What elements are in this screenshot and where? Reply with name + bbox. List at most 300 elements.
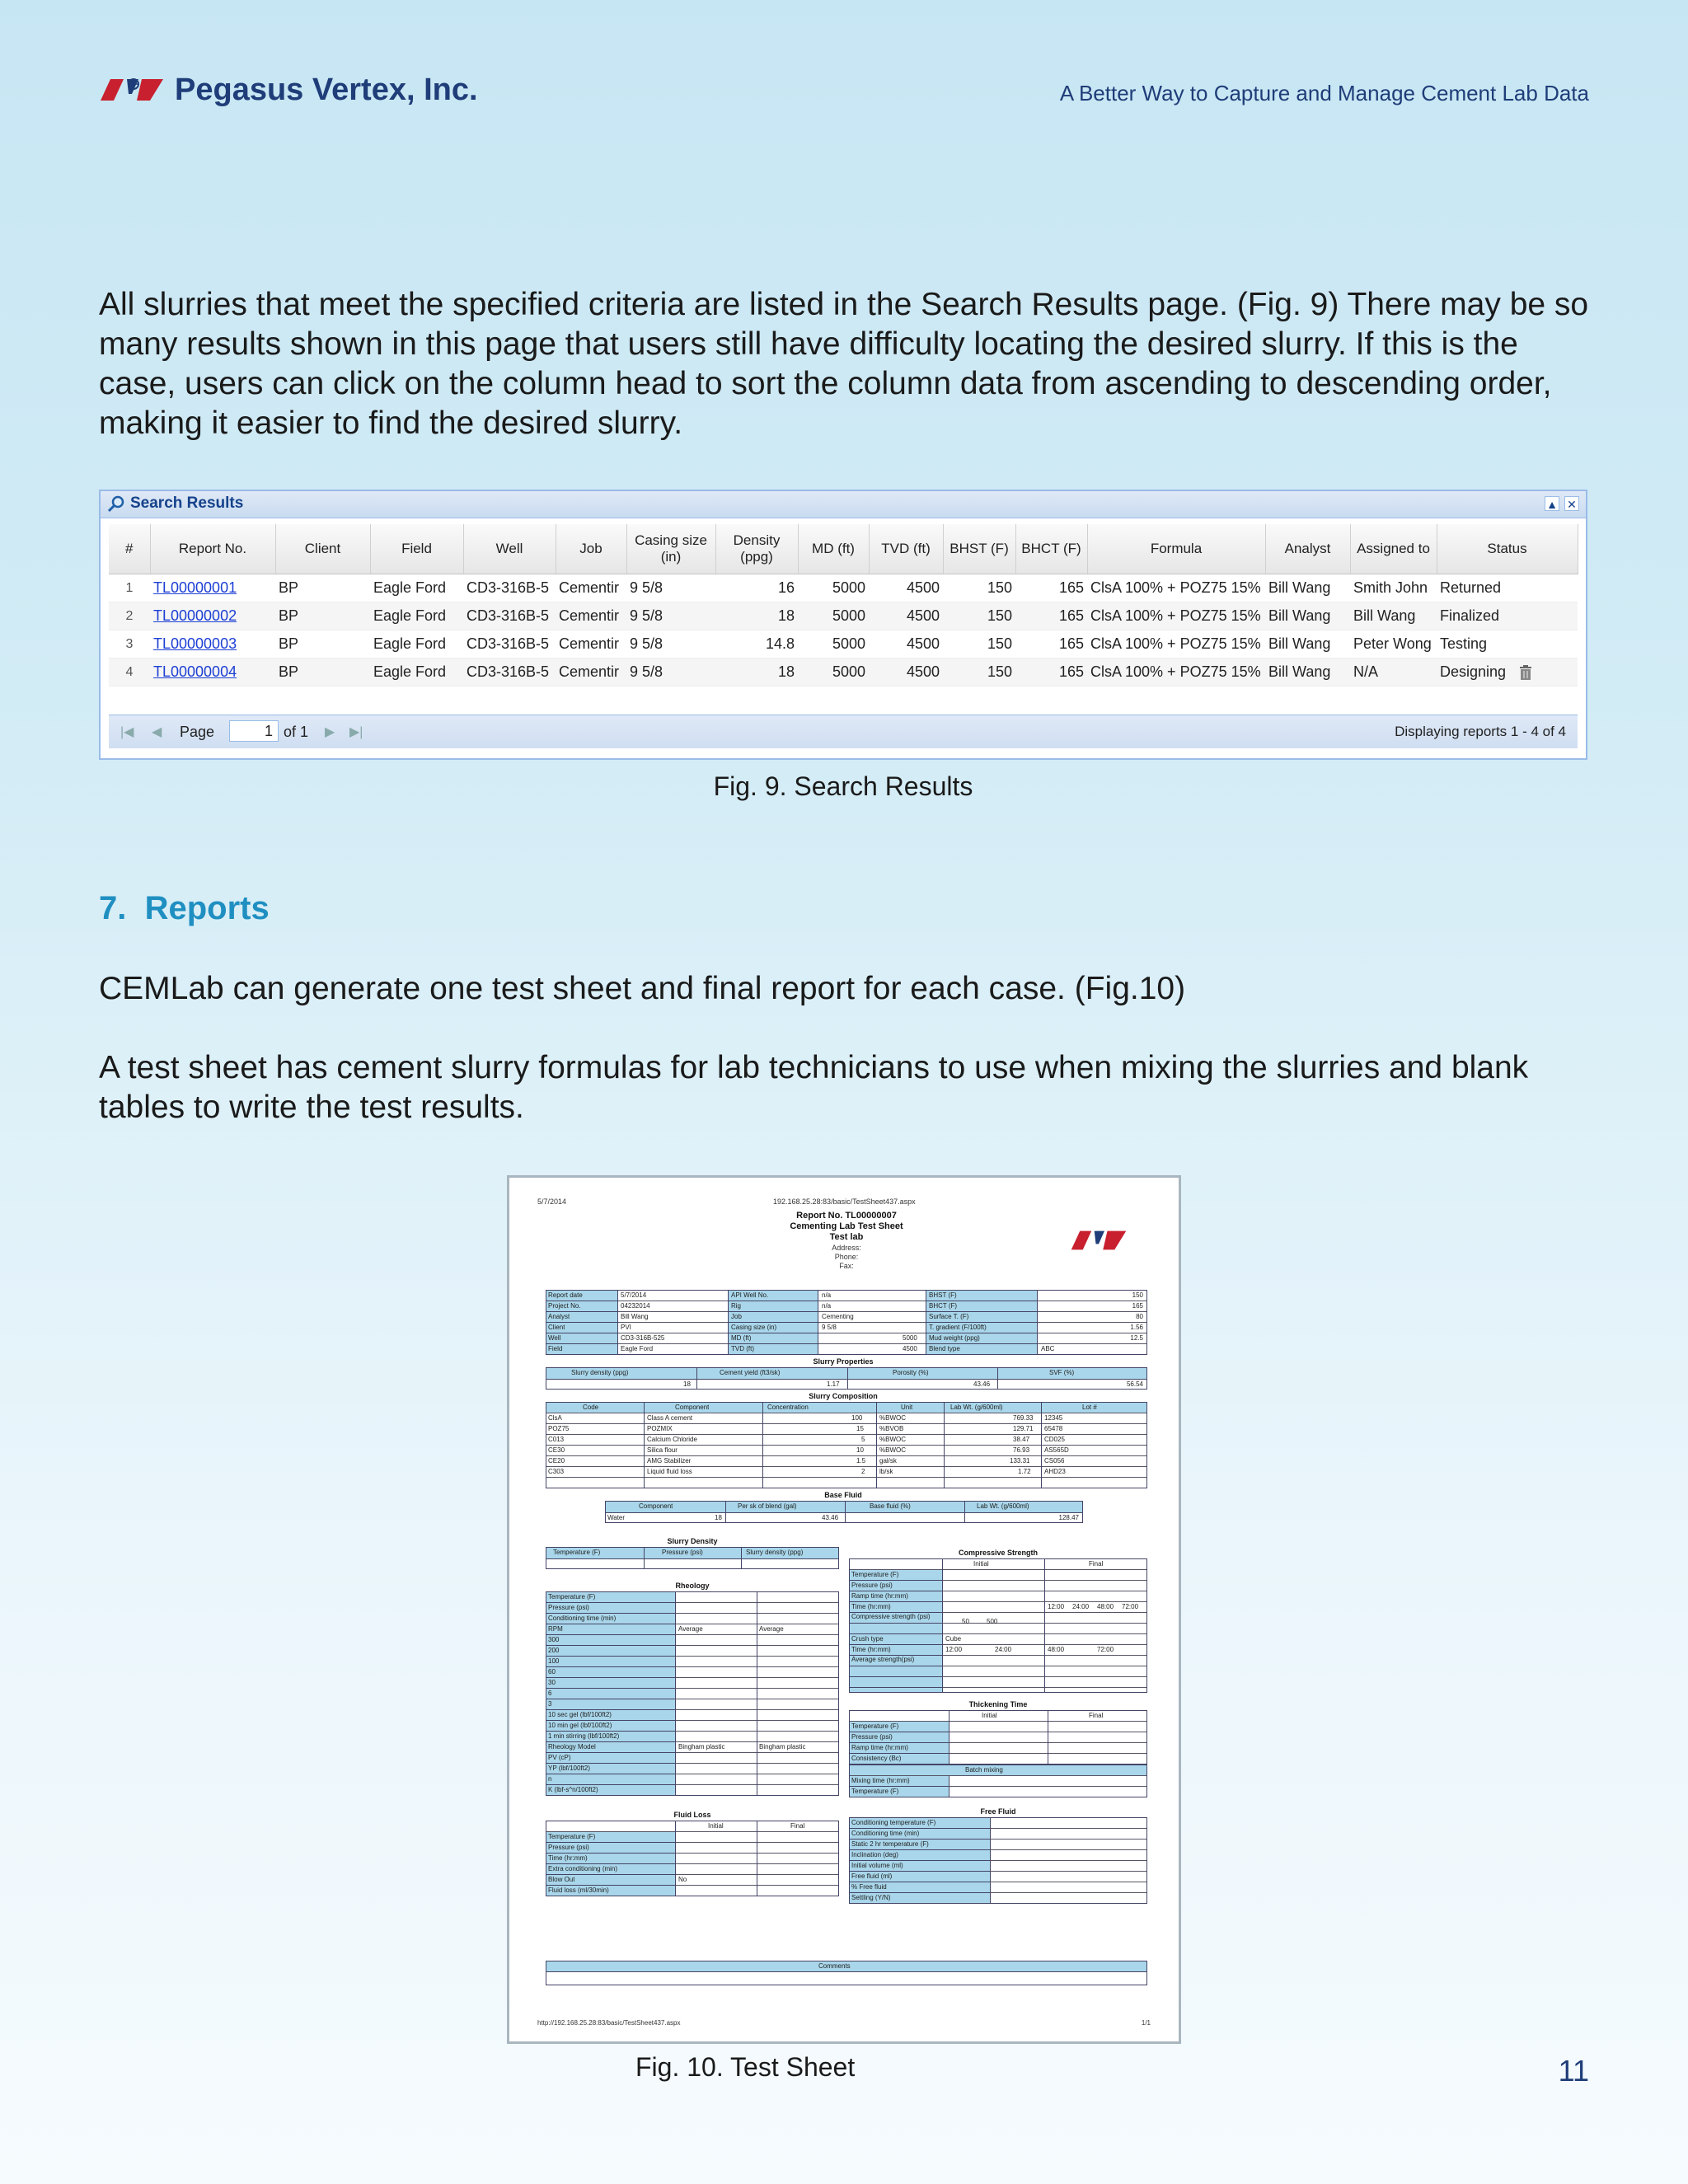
ff-label: Settling (Y/N) xyxy=(851,1894,891,1901)
comp-code: C303 xyxy=(548,1468,565,1475)
cs-label: Temperature (F) xyxy=(851,1571,899,1578)
col-header-job[interactable]: Job xyxy=(556,524,626,574)
cell-analyst: Bill Wang xyxy=(1265,602,1350,630)
comp-unit: lb/sk xyxy=(879,1468,893,1475)
pagination-bar xyxy=(109,715,1578,748)
tt-label: Temperature (F) xyxy=(851,1722,899,1730)
col-header-index[interactable]: # xyxy=(109,524,150,574)
cell-client: BP xyxy=(275,658,370,687)
compressive-strength-grid xyxy=(849,1558,1147,1693)
sheet-address: Address: xyxy=(832,1244,861,1252)
close-button[interactable]: ✕ xyxy=(1564,496,1579,511)
results-table xyxy=(109,524,1578,687)
cs-label: Crush type xyxy=(851,1635,884,1643)
comp-header: Unit xyxy=(901,1404,913,1411)
rheo-label: n xyxy=(548,1775,552,1783)
table-row[interactable] xyxy=(109,630,1578,658)
page-number: 11 xyxy=(1558,2054,1589,2088)
rheo-model: Bingham plastic xyxy=(678,1743,725,1750)
cs-label: Time (hr:mm) xyxy=(851,1646,891,1653)
pegasus-vertex-logo-icon xyxy=(99,76,165,104)
sec-slurry-density: Slurry Density xyxy=(667,1537,718,1545)
sec-fluid-loss: Fluid Loss xyxy=(673,1811,711,1819)
cell-assigned: Smith John xyxy=(1350,574,1437,602)
cell-density: 18 xyxy=(715,602,798,630)
report-link[interactable] xyxy=(150,658,275,687)
comp-conc: 1.5 xyxy=(856,1457,866,1465)
comp-labwt: 1.72 xyxy=(1018,1468,1031,1475)
base-value: Water xyxy=(607,1514,626,1521)
cell-well: CD3-316B-5 xyxy=(463,602,556,630)
prop-label: Cement yield (ft3/sk) xyxy=(720,1369,781,1376)
sheet-url-bottom: http://192.168.25.28:83/basic/TestSheet437.aspx xyxy=(537,2019,681,2027)
table-row[interactable] xyxy=(109,574,1578,602)
info-label: Analyst xyxy=(548,1313,570,1320)
rheo-label: 1 min stirring (lbf/100ft2) xyxy=(548,1732,620,1740)
info3-value: 150 xyxy=(1132,1291,1143,1299)
tagline: A Better Way to Capture and Manage Cement Lab Data xyxy=(1059,81,1589,105)
col-header-bhst[interactable]: BHST (F) xyxy=(943,524,1015,574)
batch-mixing-grid xyxy=(849,1765,1147,1797)
info-value: Eagle Ford xyxy=(621,1345,654,1352)
cs-time: 12:00 xyxy=(1048,1603,1065,1610)
ff-label: Inclination (deg) xyxy=(851,1851,898,1858)
info3-value: 12.5 xyxy=(1130,1334,1143,1342)
cell-bhct: 165 xyxy=(1015,574,1087,602)
cell-job: Cementir xyxy=(556,574,626,602)
info-value: CD3-316B-525 xyxy=(621,1334,665,1342)
tt-col: Initial xyxy=(982,1712,997,1719)
section-title xyxy=(99,890,270,927)
sheet-lab: Test lab xyxy=(829,1232,864,1242)
cell-formula: ClsA 100% + POZ75 15% xyxy=(1087,658,1265,687)
density-header: Pressure (psi) xyxy=(662,1549,703,1556)
info2-label: Casing size (in) xyxy=(731,1324,777,1331)
col-header-analyst[interactable]: Analyst xyxy=(1265,524,1350,574)
cell-analyst: Bill Wang xyxy=(1265,574,1350,602)
cell-assigned: Peter Wong xyxy=(1350,630,1437,658)
tt-label: Ramp time (hr:mm) xyxy=(851,1744,908,1751)
batch-title: Batch mixing xyxy=(965,1766,1003,1774)
cs-crush-type: Cube xyxy=(945,1635,962,1643)
row-index: 3 xyxy=(109,630,150,658)
next-page-icon[interactable]: ▶ xyxy=(325,725,335,739)
col-header-field[interactable]: Field xyxy=(370,524,463,574)
fl-blowout-value: No xyxy=(678,1876,687,1883)
base-header: Base fluid (%) xyxy=(870,1502,911,1510)
comp-conc: 5 xyxy=(861,1436,865,1443)
comp-code: C013 xyxy=(548,1436,565,1443)
prop-value: 1.17 xyxy=(827,1380,840,1388)
info2-value: Cementing xyxy=(822,1313,854,1320)
col-header-status[interactable]: Status xyxy=(1437,524,1578,574)
cell-formula: ClsA 100% + POZ75 15% xyxy=(1087,602,1265,630)
info3-label: BHCT (F) xyxy=(929,1302,958,1310)
slurry-density-grid xyxy=(546,1547,839,1569)
info2-value: n/a xyxy=(822,1302,832,1310)
comp-unit: %BVOB xyxy=(879,1425,904,1432)
cell-formula: ClsA 100% + POZ75 15% xyxy=(1087,630,1265,658)
col-header-density[interactable]: Density (ppg) xyxy=(715,524,798,574)
col-header-md[interactable]: MD (ft) xyxy=(798,524,869,574)
fl-col: Final xyxy=(790,1822,805,1830)
cell-analyst: Bill Wang xyxy=(1265,658,1350,687)
cell-job: Cementir xyxy=(556,658,626,687)
ff-label: Free fluid (ml) xyxy=(851,1872,893,1880)
sheet-url-top: 192.168.25.28:83/basic/TestSheet437.aspx xyxy=(773,1197,916,1206)
intro-paragraph: All slurries that meet the specified criteria are listed in the Search Results page. (Fig. 9) There may be so many results shown in this page that users still have difficulty locating the desired slurry. If this is the case, users can click on the column head to sort the column data from ascending to descending order, making it easier to find the desired slurry. xyxy=(99,287,1589,441)
row-index: 2 xyxy=(109,602,150,630)
info2-label: MD (ft) xyxy=(731,1334,752,1342)
rheo-label: 10 sec gel (lbf/100ft2) xyxy=(548,1711,612,1718)
ff-label: Static 2 hr temperature (F) xyxy=(851,1840,929,1848)
info3-value: 1.56 xyxy=(1130,1324,1143,1331)
test-sheet-figure xyxy=(507,1175,1181,2044)
fl-label: Temperature (F) xyxy=(548,1833,596,1840)
comp-unit: gal/sk xyxy=(879,1457,897,1465)
rheo-label: RPM xyxy=(548,1625,563,1633)
batch-label: Temperature (F) xyxy=(851,1788,899,1795)
cell-md: 5000 xyxy=(798,574,869,602)
comp-labwt: 133.31 xyxy=(1010,1457,1030,1465)
cell-well: CD3-316B-5 xyxy=(463,658,556,687)
col-header-client[interactable]: Client xyxy=(275,524,370,574)
rheo-average: Average xyxy=(678,1625,703,1633)
cs-strength: 50 xyxy=(962,1618,969,1625)
status-text: Designing xyxy=(1440,663,1507,680)
cell-bhct: 165 xyxy=(1015,658,1087,687)
rheo-label: 200 xyxy=(548,1647,560,1654)
sheet-logo-icon xyxy=(1070,1227,1128,1254)
section-title-text: Reports xyxy=(144,890,270,926)
prop-value: 43.46 xyxy=(973,1380,991,1388)
comp-name: AMG Stabilizer xyxy=(647,1457,692,1465)
base-value: 43.46 xyxy=(822,1514,839,1521)
sec-rheology: Rheology xyxy=(675,1582,710,1590)
prev-page-icon[interactable]: ◀ xyxy=(152,725,162,739)
rheo-label: 100 xyxy=(548,1657,560,1665)
company-name: Pegasus Vertex, Inc. xyxy=(175,73,478,107)
info-value: 04232014 xyxy=(621,1302,650,1310)
reports-paragraph-2: A test sheet has cement slurry formulas for lab technicians to use when mixing the slurries and blank tables to write the test results. xyxy=(99,1050,1529,1125)
fluid-loss-grid xyxy=(546,1821,839,1896)
rheo-label: Rheology Model xyxy=(548,1743,596,1750)
base-header: Per sk of blend (gal) xyxy=(738,1502,797,1510)
fig10-caption: Fig. 10. Test Sheet xyxy=(635,2052,856,2082)
batch-label: Mixing time (hr:mm) xyxy=(851,1777,910,1784)
cell-md: 5000 xyxy=(798,658,869,687)
comp-lot: 12345 xyxy=(1044,1414,1063,1422)
col-header-tvd[interactable]: TVD (ft) xyxy=(869,524,943,574)
report-link-text[interactable]: TL00000004 xyxy=(153,663,237,680)
info3-value: ABC xyxy=(1041,1345,1055,1352)
cell-density: 18 xyxy=(715,658,798,687)
sec-slurry-composition: Slurry Composition xyxy=(809,1392,878,1400)
last-page-icon[interactable]: ▶| xyxy=(349,725,363,739)
info2-label: TVD (ft) xyxy=(731,1345,754,1352)
info3-label: T. gradient (F/100ft) xyxy=(929,1324,987,1331)
density-header: Slurry density (ppg) xyxy=(746,1549,804,1556)
comp-name: Calcium Chloride xyxy=(647,1436,697,1443)
report-link[interactable] xyxy=(150,630,275,658)
cell-field: Eagle Ford xyxy=(370,574,463,602)
rheo-label: K (lbf-s^n/100ft2) xyxy=(548,1786,598,1793)
info-label: Report date xyxy=(548,1291,583,1299)
comp-unit: %BWOC xyxy=(879,1446,906,1454)
cell-well: CD3-316B-5 xyxy=(463,574,556,602)
row-index: 4 xyxy=(109,658,150,687)
slurry-properties-grid xyxy=(546,1367,1147,1390)
info3-label: Mud weight (ppg) xyxy=(929,1334,980,1342)
info3-label: BHST (F) xyxy=(929,1291,957,1299)
comp-lot: AHD23 xyxy=(1044,1468,1066,1475)
cs-label: Pressure (psi) xyxy=(851,1582,893,1589)
fl-label: Blow Out xyxy=(548,1876,575,1883)
page-number-input[interactable]: 1 xyxy=(229,720,279,742)
cell-status: Testing xyxy=(1437,630,1578,658)
rheo-label: 60 xyxy=(548,1668,556,1675)
panel-title: Search Results xyxy=(130,494,244,512)
slurry-composition-grid xyxy=(546,1402,1147,1488)
comp-code: POZ75 xyxy=(548,1425,570,1432)
info-value: 5/7/2014 xyxy=(621,1291,647,1299)
base-header: Component xyxy=(639,1502,673,1510)
cell-tvd: 4500 xyxy=(869,574,943,602)
info-value: PVI xyxy=(621,1324,631,1331)
col-header-formula[interactable]: Formula xyxy=(1087,524,1265,574)
cs-label: Average strength(psi) xyxy=(851,1656,915,1663)
comp-header: Lot # xyxy=(1082,1404,1097,1411)
info-label: Well xyxy=(548,1334,561,1342)
info2-label: API Well No. xyxy=(731,1291,769,1299)
cell-field: Eagle Ford xyxy=(370,630,463,658)
cell-tvd: 4500 xyxy=(869,658,943,687)
trash-icon[interactable] xyxy=(1518,664,1533,681)
cell-casing: 9 5/8 xyxy=(626,602,715,630)
free-fluid-grid xyxy=(849,1817,1147,1904)
rheo-label: YP (lbf/100ft2) xyxy=(548,1765,590,1772)
comp-conc: 10 xyxy=(856,1446,864,1454)
info3-label: Blend type xyxy=(929,1345,960,1352)
cell-field: Eagle Ford xyxy=(370,658,463,687)
collapse-button[interactable]: ▲ xyxy=(1545,496,1559,511)
search-icon xyxy=(107,494,125,513)
cs-time: 24:00 xyxy=(995,1646,1012,1653)
prop-value: 18 xyxy=(683,1380,691,1388)
cell-client: BP xyxy=(275,574,370,602)
rheo-label: 10 min gel (lbf/100ft2) xyxy=(548,1722,612,1729)
table-row[interactable] xyxy=(109,658,1578,687)
cs-col: Initial xyxy=(973,1560,989,1568)
info3-label: Surface T. (F) xyxy=(929,1313,969,1320)
table-row[interactable] xyxy=(109,602,1578,630)
display-count: Displaying reports 1 - 4 of 4 xyxy=(1395,724,1566,739)
col-header-assigned-to[interactable]: Assigned to xyxy=(1350,524,1437,574)
panel-header xyxy=(101,491,1586,518)
comp-code: ClsA xyxy=(548,1414,562,1422)
fl-label: Pressure (psi) xyxy=(548,1844,589,1851)
base-header: Lab Wt. (g/600ml) xyxy=(977,1502,1029,1510)
fl-col: Initial xyxy=(708,1822,724,1830)
comp-conc: 2 xyxy=(861,1468,865,1475)
info-label: Field xyxy=(548,1345,563,1352)
cs-label: Time (hr:mm) xyxy=(851,1603,891,1610)
sec-base-fluid: Base Fluid xyxy=(824,1491,862,1499)
comp-lot: 65478 xyxy=(1044,1425,1063,1432)
first-page-icon[interactable]: |◀ xyxy=(120,725,134,739)
comp-conc: 100 xyxy=(851,1414,863,1422)
base-fluid-grid xyxy=(605,1501,1083,1523)
report-link-text[interactable]: TL00000001 xyxy=(153,579,237,596)
comp-labwt: 76.93 xyxy=(1013,1446,1030,1454)
comp-name: Class A cement xyxy=(647,1414,693,1422)
base-value: 18 xyxy=(715,1514,722,1521)
cs-time: 72:00 xyxy=(1097,1646,1114,1653)
cs-label: Compressive strength (psi) xyxy=(851,1613,931,1620)
cell-job: Cementir xyxy=(556,630,626,658)
sheet-report-no: Report No. TL00000007 xyxy=(796,1211,897,1221)
cs-time: 72:00 xyxy=(1122,1603,1139,1610)
rheo-average: Average xyxy=(759,1625,784,1633)
info2-value: 4500 xyxy=(903,1345,917,1352)
report-link[interactable] xyxy=(150,602,275,630)
comp-unit: %BWOC xyxy=(879,1436,906,1443)
sec-thickening-time: Thickening Time xyxy=(968,1700,1028,1708)
prop-label: Porosity (%) xyxy=(893,1369,929,1376)
cs-time: 48:00 xyxy=(1097,1603,1114,1610)
cell-bhst: 150 xyxy=(943,630,1015,658)
rheo-label: 6 xyxy=(548,1690,552,1697)
reports-paragraph-1: CEMLab can generate one test sheet and final report for each case. (Fig.10) xyxy=(99,971,1186,1006)
comp-header: Concentration xyxy=(767,1404,809,1411)
comp-name: POZMIX xyxy=(647,1425,673,1432)
report-link-text[interactable]: TL00000002 xyxy=(153,607,237,624)
cell-status: Finalized xyxy=(1437,602,1578,630)
info2-label: Job xyxy=(731,1313,742,1320)
info2-value: 5000 xyxy=(903,1334,917,1342)
fl-label: Fluid loss (ml/30min) xyxy=(548,1886,609,1894)
tt-label: Pressure (psi) xyxy=(851,1733,893,1741)
cell-status: Returned xyxy=(1437,574,1578,602)
sheet-page: 1/1 xyxy=(1141,2019,1151,2027)
info2-value: n/a xyxy=(822,1291,832,1299)
comp-header: Lab Wt. (g/600ml) xyxy=(950,1404,1003,1411)
comp-code: CE30 xyxy=(548,1446,565,1454)
page-label: Page xyxy=(180,724,215,740)
cs-label: Ramp time (hr:mm) xyxy=(851,1592,908,1600)
col-header-report-no[interactable]: Report No. xyxy=(150,524,275,574)
rheo-label: 300 xyxy=(548,1636,560,1643)
cell-status xyxy=(1437,658,1578,687)
comp-header: Code xyxy=(583,1404,599,1411)
ff-label: % Free fluid xyxy=(851,1883,887,1891)
sheet-title: Cementing Lab Test Sheet xyxy=(790,1221,903,1231)
rheo-label: Temperature (F) xyxy=(548,1593,596,1601)
cell-bhst: 150 xyxy=(943,602,1015,630)
search-results-panel xyxy=(99,490,1587,760)
density-header: Temperature (F) xyxy=(553,1549,601,1556)
cell-density: 14.8 xyxy=(715,630,798,658)
sheet-info-grid xyxy=(546,1290,1147,1355)
col-header-well[interactable]: Well xyxy=(463,524,556,574)
info3-value: 165 xyxy=(1132,1302,1143,1310)
page-header xyxy=(99,73,1589,109)
fig9-caption: Fig. 9. Search Results xyxy=(713,771,973,801)
cell-bhst: 150 xyxy=(943,574,1015,602)
prop-label: SVF (%) xyxy=(1049,1369,1075,1376)
cs-time: 24:00 xyxy=(1072,1603,1090,1610)
info3-value: 80 xyxy=(1136,1313,1143,1320)
comp-conc: 15 xyxy=(856,1425,864,1432)
sheet-phone: Phone: xyxy=(834,1253,859,1261)
comp-code: CE20 xyxy=(548,1457,565,1465)
rheo-label: 3 xyxy=(548,1700,552,1708)
sheet-fax: Fax: xyxy=(839,1262,854,1270)
cell-casing: 9 5/8 xyxy=(626,630,715,658)
section-number: 7. xyxy=(99,890,127,926)
ff-label: Conditioning temperature (F) xyxy=(851,1819,936,1826)
cell-bhct: 165 xyxy=(1015,602,1087,630)
cell-density: 16 xyxy=(715,574,798,602)
col-header-bhct[interactable]: BHCT (F) xyxy=(1015,524,1087,574)
cell-assigned: N/A xyxy=(1350,658,1437,687)
sheet-date: 5/7/2014 xyxy=(537,1197,567,1206)
info-value: Bill Wang xyxy=(621,1313,649,1320)
prop-value: 56.54 xyxy=(1126,1380,1143,1388)
cell-md: 5000 xyxy=(798,630,869,658)
cs-col: Final xyxy=(1089,1560,1104,1568)
col-header-casing-size[interactable]: Casing size (in) xyxy=(626,524,715,574)
info-label: Client xyxy=(548,1324,565,1331)
cell-client: BP xyxy=(275,630,370,658)
rheology-grid xyxy=(546,1591,839,1796)
rheo-model: Bingham plastic xyxy=(759,1743,806,1750)
ff-label: Conditioning time (min) xyxy=(851,1830,920,1837)
comp-unit: %BWOC xyxy=(879,1414,906,1422)
rheo-label: 30 xyxy=(548,1679,556,1686)
base-value: 128.47 xyxy=(1058,1514,1079,1521)
cs-time: 48:00 xyxy=(1048,1646,1065,1653)
report-link[interactable] xyxy=(150,574,275,602)
cell-assigned: Bill Wang xyxy=(1350,602,1437,630)
cell-job: Cementir xyxy=(556,602,626,630)
comments-grid xyxy=(546,1961,1147,1985)
cs-strength: 500 xyxy=(987,1618,998,1625)
report-link-text[interactable]: TL00000003 xyxy=(153,635,237,652)
info2-label: Rig xyxy=(731,1302,742,1310)
row-index: 1 xyxy=(109,574,150,602)
prop-label: Slurry density (ppg) xyxy=(571,1369,629,1376)
cell-casing: 9 5/8 xyxy=(626,574,715,602)
cell-field: Eagle Ford xyxy=(370,602,463,630)
rheo-label: Conditioning time (min) xyxy=(548,1615,617,1622)
comp-lot: CD025 xyxy=(1044,1436,1065,1443)
info-label: Project No. xyxy=(548,1302,581,1310)
comp-name: Silica flour xyxy=(647,1446,678,1454)
comp-labwt: 129.71 xyxy=(1013,1425,1034,1432)
comments-title: Comments xyxy=(818,1962,851,1970)
comp-header: Component xyxy=(675,1404,710,1411)
tt-label: Consistency (Bc) xyxy=(851,1755,902,1762)
tt-col: Final xyxy=(1089,1712,1104,1719)
page-of-label: of 1 xyxy=(284,724,309,740)
ff-label: Initial volume (ml) xyxy=(851,1862,903,1869)
comp-labwt: 38.47 xyxy=(1013,1436,1030,1443)
cell-casing: 9 5/8 xyxy=(626,658,715,687)
sec-slurry-properties: Slurry Properties xyxy=(813,1357,874,1366)
comp-name: Liquid fluid loss xyxy=(647,1468,692,1475)
fl-label: Time (hr:mm) xyxy=(548,1854,588,1862)
